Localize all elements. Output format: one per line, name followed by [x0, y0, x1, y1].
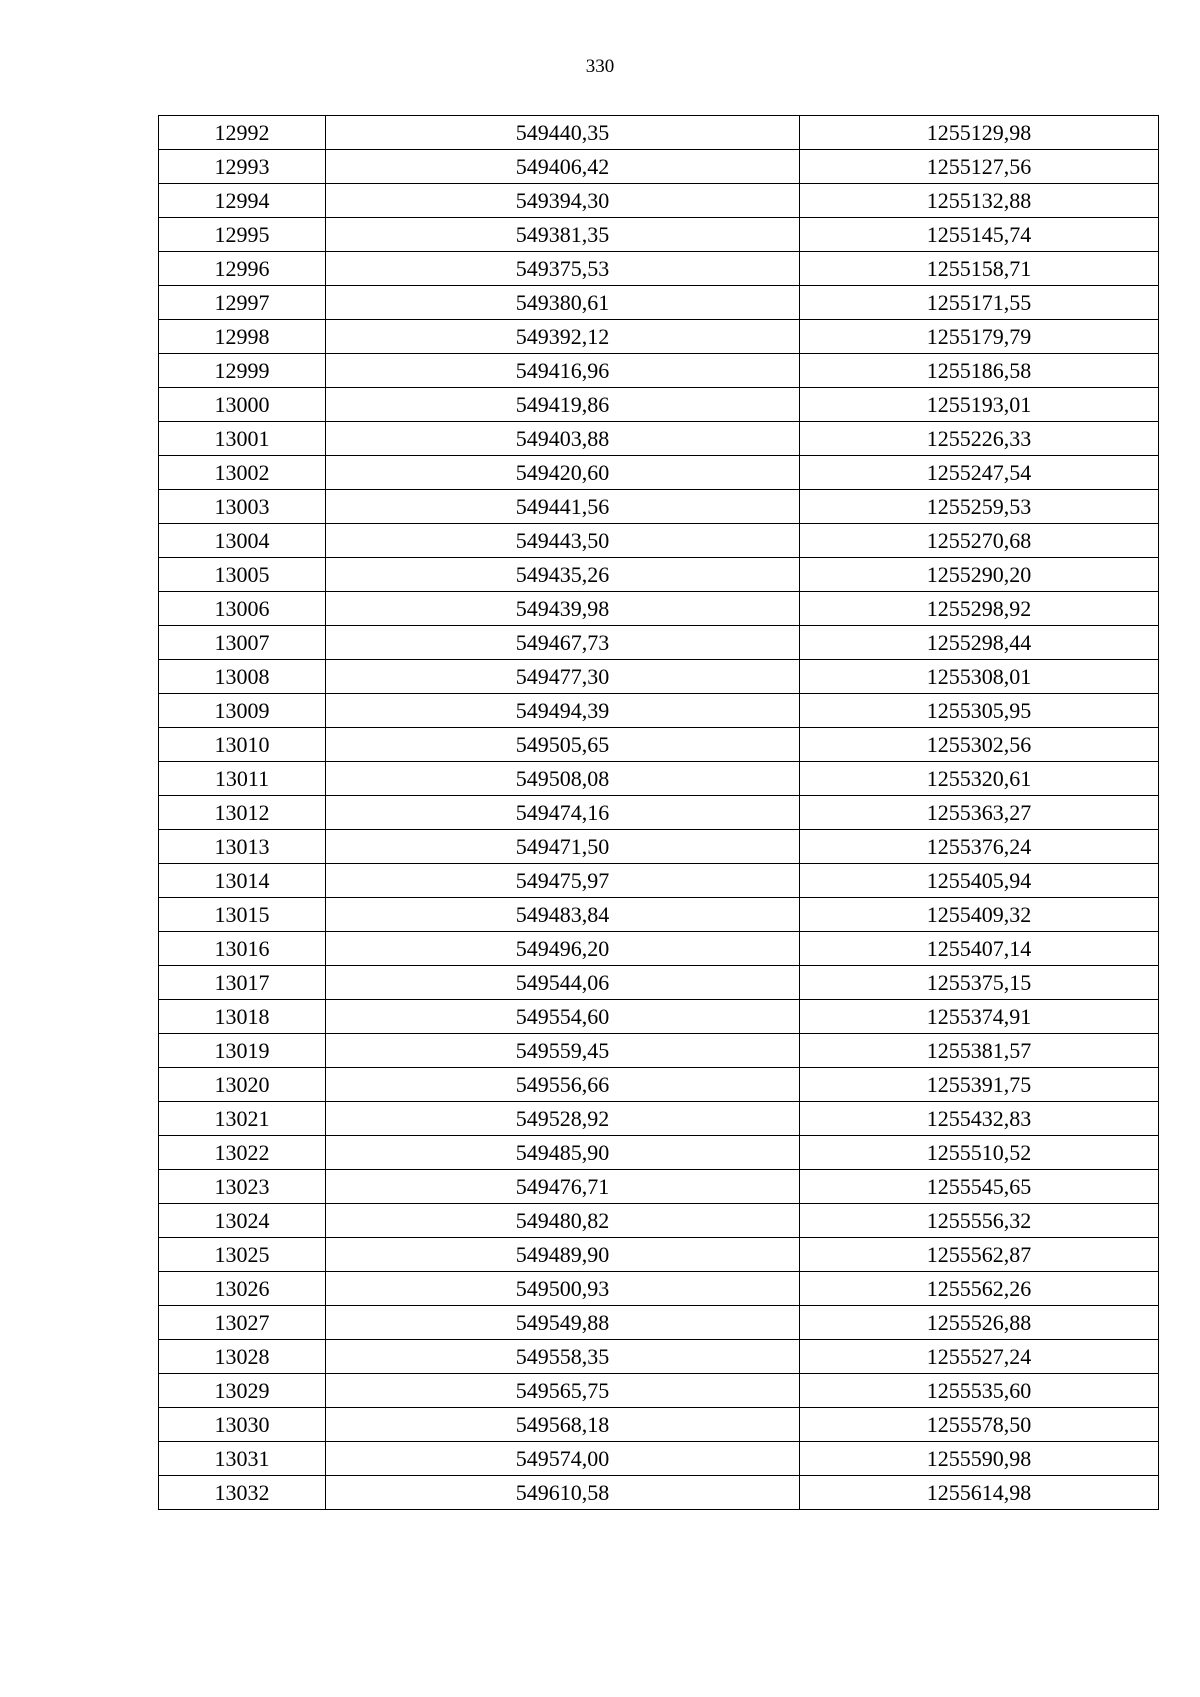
point-number-cell: 13002 [159, 456, 326, 490]
table-row [159, 1408, 1159, 1442]
x-coordinate-cell: 549375,53 [326, 252, 800, 286]
point-number-cell: 13019 [159, 1034, 326, 1068]
point-number-cell: 13024 [159, 1204, 326, 1238]
x-coordinate-cell: 549394,30 [326, 184, 800, 218]
y-coordinate-cell: 1255510,52 [800, 1136, 1159, 1170]
point-number-cell: 12993 [159, 150, 326, 184]
y-coordinate-cell: 1255562,87 [800, 1238, 1159, 1272]
point-number-cell: 13030 [159, 1408, 326, 1442]
x-coordinate-cell: 549381,35 [326, 218, 800, 252]
x-coordinate-cell: 549494,39 [326, 694, 800, 728]
y-coordinate-cell: 1255145,74 [800, 218, 1159, 252]
point-number-cell: 13021 [159, 1102, 326, 1136]
y-coordinate-cell: 1255193,01 [800, 388, 1159, 422]
table-row [159, 626, 1159, 660]
x-coordinate-cell: 549505,65 [326, 728, 800, 762]
table-row [159, 218, 1159, 252]
table-row [159, 1068, 1159, 1102]
y-coordinate-cell: 1255391,75 [800, 1068, 1159, 1102]
point-number-cell: 13031 [159, 1442, 326, 1476]
table-row [159, 694, 1159, 728]
point-number-cell: 13017 [159, 966, 326, 1000]
y-coordinate-cell: 1255374,91 [800, 1000, 1159, 1034]
y-coordinate-cell: 1255409,32 [800, 898, 1159, 932]
point-number-cell: 13014 [159, 864, 326, 898]
x-coordinate-cell: 549443,50 [326, 524, 800, 558]
point-number-cell: 13029 [159, 1374, 326, 1408]
y-coordinate-cell: 1255381,57 [800, 1034, 1159, 1068]
table-row [159, 1306, 1159, 1340]
table-row [159, 1340, 1159, 1374]
table-row [159, 762, 1159, 796]
point-number-cell: 13025 [159, 1238, 326, 1272]
point-number-cell: 13009 [159, 694, 326, 728]
x-coordinate-cell: 549439,98 [326, 592, 800, 626]
x-coordinate-cell: 549485,90 [326, 1136, 800, 1170]
x-coordinate-cell: 549474,16 [326, 796, 800, 830]
x-coordinate-cell: 549471,50 [326, 830, 800, 864]
y-coordinate-cell: 1255320,61 [800, 762, 1159, 796]
table-row [159, 1476, 1159, 1510]
y-coordinate-cell: 1255132,88 [800, 184, 1159, 218]
x-coordinate-cell: 549565,75 [326, 1374, 800, 1408]
x-coordinate-cell: 549477,30 [326, 660, 800, 694]
y-coordinate-cell: 1255259,53 [800, 490, 1159, 524]
x-coordinate-cell: 549549,88 [326, 1306, 800, 1340]
x-coordinate-cell: 549489,90 [326, 1238, 800, 1272]
point-number-cell: 13020 [159, 1068, 326, 1102]
y-coordinate-cell: 1255363,27 [800, 796, 1159, 830]
x-coordinate-cell: 549610,58 [326, 1476, 800, 1510]
point-number-cell: 12996 [159, 252, 326, 286]
table-row [159, 524, 1159, 558]
point-number-cell: 13005 [159, 558, 326, 592]
y-coordinate-cell: 1255545,65 [800, 1170, 1159, 1204]
y-coordinate-cell: 1255526,88 [800, 1306, 1159, 1340]
x-coordinate-cell: 549544,06 [326, 966, 800, 1000]
point-number-cell: 13007 [159, 626, 326, 660]
point-number-cell: 13012 [159, 796, 326, 830]
table-row [159, 1136, 1159, 1170]
point-number-cell: 13018 [159, 1000, 326, 1034]
table-row [159, 830, 1159, 864]
x-coordinate-cell: 549476,71 [326, 1170, 800, 1204]
y-coordinate-cell: 1255305,95 [800, 694, 1159, 728]
table-row [159, 388, 1159, 422]
point-number-cell: 13027 [159, 1306, 326, 1340]
y-coordinate-cell: 1255590,98 [800, 1442, 1159, 1476]
y-coordinate-cell: 1255578,50 [800, 1408, 1159, 1442]
point-number-cell: 13003 [159, 490, 326, 524]
y-coordinate-cell: 1255171,55 [800, 286, 1159, 320]
point-number-cell: 13015 [159, 898, 326, 932]
point-number-cell: 13006 [159, 592, 326, 626]
y-coordinate-cell: 1255290,20 [800, 558, 1159, 592]
x-coordinate-cell: 549480,82 [326, 1204, 800, 1238]
y-coordinate-cell: 1255158,71 [800, 252, 1159, 286]
y-coordinate-cell: 1255527,24 [800, 1340, 1159, 1374]
x-coordinate-cell: 549500,93 [326, 1272, 800, 1306]
point-number-cell: 12992 [159, 116, 326, 150]
page-number: 330 [585, 56, 615, 77]
table-row [159, 592, 1159, 626]
table-row [159, 558, 1159, 592]
table-row [159, 1272, 1159, 1306]
y-coordinate-cell: 1255375,15 [800, 966, 1159, 1000]
x-coordinate-cell: 549403,88 [326, 422, 800, 456]
x-coordinate-cell: 549558,35 [326, 1340, 800, 1374]
y-coordinate-cell: 1255432,83 [800, 1102, 1159, 1136]
y-coordinate-cell: 1255129,98 [800, 116, 1159, 150]
table-row [159, 932, 1159, 966]
table-row [159, 660, 1159, 694]
point-number-cell: 13000 [159, 388, 326, 422]
y-coordinate-cell: 1255179,79 [800, 320, 1159, 354]
y-coordinate-cell: 1255562,26 [800, 1272, 1159, 1306]
point-number-cell: 13023 [159, 1170, 326, 1204]
table-row [159, 354, 1159, 388]
y-coordinate-cell: 1255226,33 [800, 422, 1159, 456]
x-coordinate-cell: 549496,20 [326, 932, 800, 966]
x-coordinate-cell: 549475,97 [326, 864, 800, 898]
table-row [159, 490, 1159, 524]
table-row [159, 150, 1159, 184]
table-row [159, 1170, 1159, 1204]
x-coordinate-cell: 549392,12 [326, 320, 800, 354]
point-number-cell: 13022 [159, 1136, 326, 1170]
y-coordinate-cell: 1255405,94 [800, 864, 1159, 898]
table-row [159, 1102, 1159, 1136]
point-number-cell: 13032 [159, 1476, 326, 1510]
point-number-cell: 13011 [159, 762, 326, 796]
table-row [159, 1238, 1159, 1272]
table-row [159, 286, 1159, 320]
table-row [159, 1442, 1159, 1476]
x-coordinate-cell: 549441,56 [326, 490, 800, 524]
x-coordinate-cell: 549406,42 [326, 150, 800, 184]
y-coordinate-cell: 1255302,56 [800, 728, 1159, 762]
y-coordinate-cell: 1255407,14 [800, 932, 1159, 966]
point-number-cell: 13026 [159, 1272, 326, 1306]
table-row [159, 184, 1159, 218]
coordinates-table-body [159, 116, 1159, 1510]
y-coordinate-cell: 1255127,56 [800, 150, 1159, 184]
table-row [159, 898, 1159, 932]
table-row [159, 1374, 1159, 1408]
y-coordinate-cell: 1255308,01 [800, 660, 1159, 694]
table-row [159, 422, 1159, 456]
point-number-cell: 13013 [159, 830, 326, 864]
point-number-cell: 12994 [159, 184, 326, 218]
x-coordinate-cell: 549435,26 [326, 558, 800, 592]
x-coordinate-cell: 549440,35 [326, 116, 800, 150]
x-coordinate-cell: 549420,60 [326, 456, 800, 490]
x-coordinate-cell: 549416,96 [326, 354, 800, 388]
point-number-cell: 13004 [159, 524, 326, 558]
x-coordinate-cell: 549568,18 [326, 1408, 800, 1442]
table-row [159, 966, 1159, 1000]
table-row [159, 1204, 1159, 1238]
table-row [159, 252, 1159, 286]
coordinates-table [158, 115, 1159, 1510]
table-row [159, 864, 1159, 898]
table-row [159, 1000, 1159, 1034]
x-coordinate-cell: 549467,73 [326, 626, 800, 660]
x-coordinate-cell: 549419,86 [326, 388, 800, 422]
point-number-cell: 13010 [159, 728, 326, 762]
y-coordinate-cell: 1255270,68 [800, 524, 1159, 558]
point-number-cell: 12995 [159, 218, 326, 252]
y-coordinate-cell: 1255298,92 [800, 592, 1159, 626]
x-coordinate-cell: 549554,60 [326, 1000, 800, 1034]
table-row [159, 796, 1159, 830]
table-row [159, 116, 1159, 150]
table-row [159, 1034, 1159, 1068]
x-coordinate-cell: 549508,08 [326, 762, 800, 796]
x-coordinate-cell: 549574,00 [326, 1442, 800, 1476]
x-coordinate-cell: 549483,84 [326, 898, 800, 932]
point-number-cell: 13008 [159, 660, 326, 694]
y-coordinate-cell: 1255247,54 [800, 456, 1159, 490]
table-row [159, 456, 1159, 490]
y-coordinate-cell: 1255614,98 [800, 1476, 1159, 1510]
table-row [159, 728, 1159, 762]
x-coordinate-cell: 549528,92 [326, 1102, 800, 1136]
point-number-cell: 12999 [159, 354, 326, 388]
x-coordinate-cell: 549380,61 [326, 286, 800, 320]
y-coordinate-cell: 1255186,58 [800, 354, 1159, 388]
x-coordinate-cell: 549556,66 [326, 1068, 800, 1102]
x-coordinate-cell: 549559,45 [326, 1034, 800, 1068]
point-number-cell: 13028 [159, 1340, 326, 1374]
y-coordinate-cell: 1255556,32 [800, 1204, 1159, 1238]
point-number-cell: 12998 [159, 320, 326, 354]
point-number-cell: 12997 [159, 286, 326, 320]
y-coordinate-cell: 1255376,24 [800, 830, 1159, 864]
point-number-cell: 13001 [159, 422, 326, 456]
table-row [159, 320, 1159, 354]
point-number-cell: 13016 [159, 932, 326, 966]
y-coordinate-cell: 1255298,44 [800, 626, 1159, 660]
y-coordinate-cell: 1255535,60 [800, 1374, 1159, 1408]
